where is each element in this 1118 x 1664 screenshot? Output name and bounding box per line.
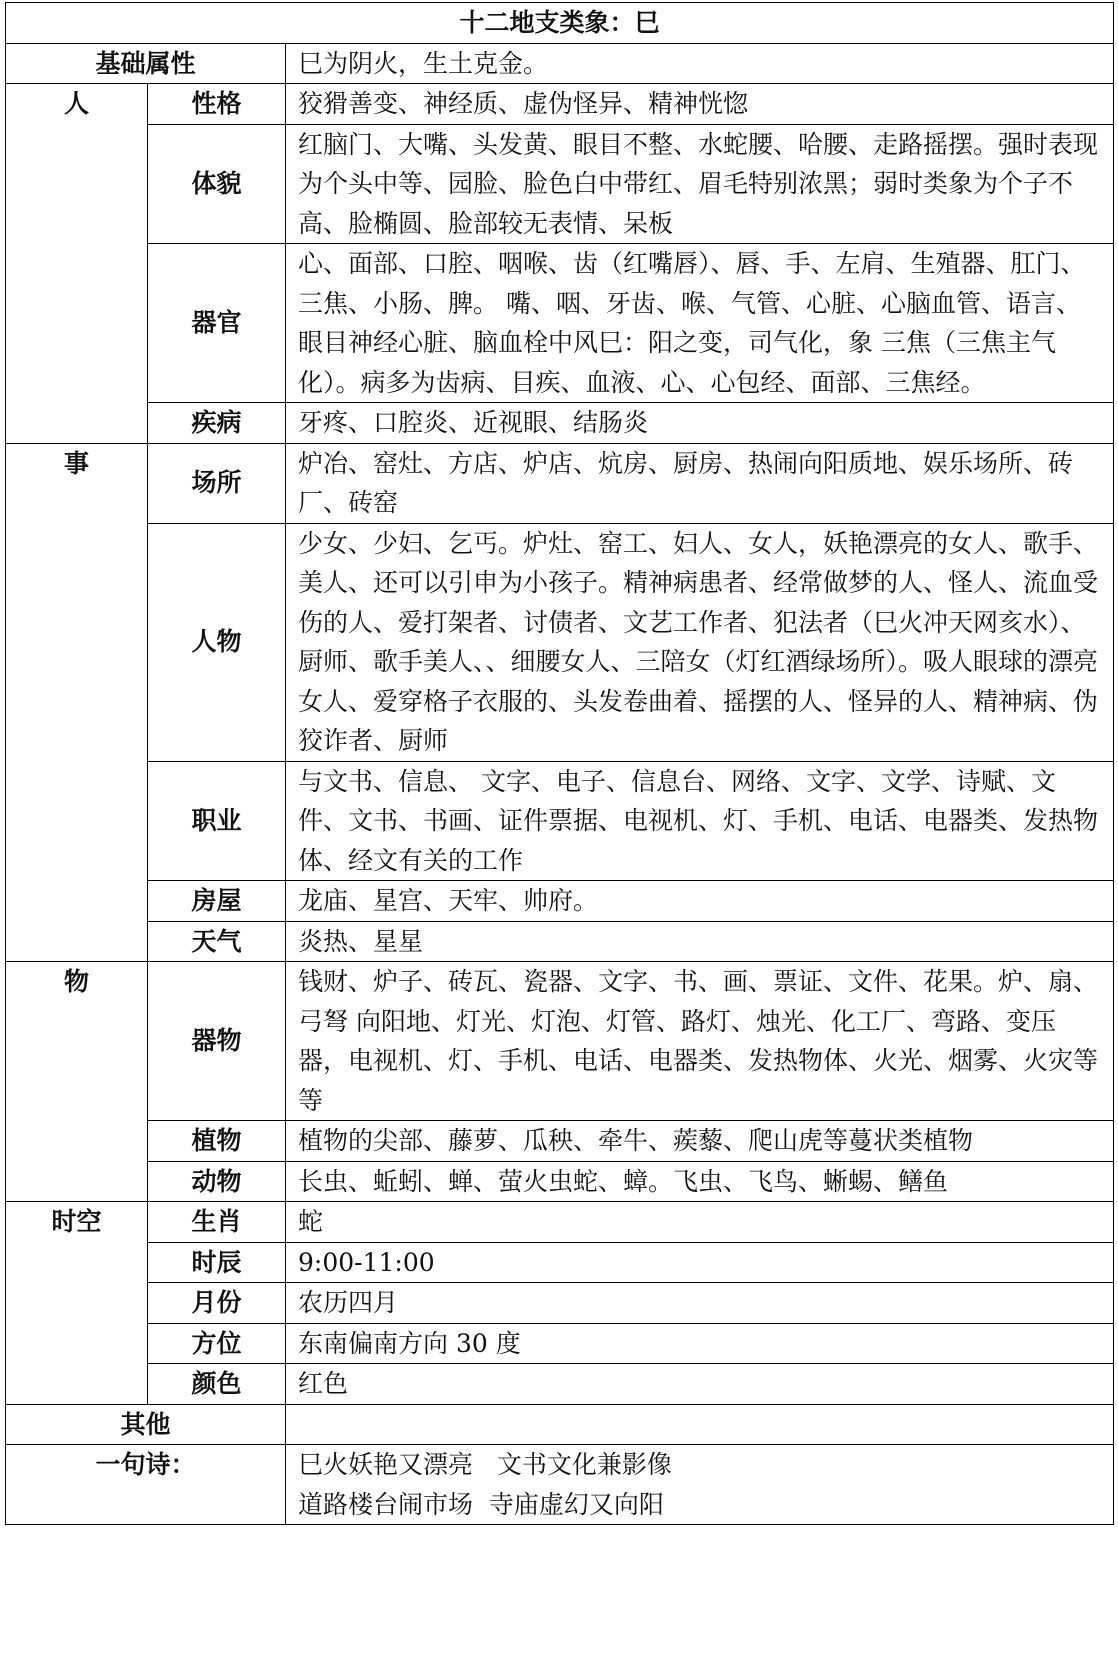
row-label: 体貌 bbox=[148, 124, 286, 244]
row-label: 房屋 bbox=[148, 881, 286, 922]
section-affairs: 事 bbox=[6, 443, 148, 962]
row-value: 心、面部、口腔、咽喉、齿（红嘴唇）、唇、手、左肩、生殖器、肛门、三焦、小肠、脾。 嘴、咽、牙齿、喉、气管、心脏、心脑血管、语言、眼目神经心脏、脑血栓中风巳：阳之变，司气化，象 三焦（三焦主气化）。病多为齿病、目疾、血液、心、心包经、面部、三焦经。 bbox=[286, 244, 1114, 403]
row-label: 时辰 bbox=[148, 1242, 286, 1283]
row-value: 炎热、星星 bbox=[286, 921, 1114, 962]
row-label: 人物 bbox=[148, 523, 286, 761]
poem-value bbox=[286, 1445, 1114, 1525]
basic-attr-label: 基础属性 bbox=[6, 43, 286, 84]
other-value bbox=[286, 1404, 1114, 1445]
row-label: 性格 bbox=[148, 84, 286, 125]
row-value: 农历四月 bbox=[286, 1283, 1114, 1324]
section-time-space: 时空 bbox=[6, 1202, 148, 1405]
poem-line-2: 道路楼台闹市场 寺庙虚幻又向阳 bbox=[298, 1489, 664, 1519]
row-value: 红色 bbox=[286, 1364, 1114, 1405]
row-value: 狡猾善变、神经质、虚伪怪异、精神恍惚 bbox=[286, 84, 1114, 125]
row-label: 月份 bbox=[148, 1283, 286, 1324]
row-label: 天气 bbox=[148, 921, 286, 962]
row-label: 器官 bbox=[148, 244, 286, 403]
row-label: 职业 bbox=[148, 761, 286, 881]
row-label: 疾病 bbox=[148, 403, 286, 444]
poem-line-1: 巳火妖艳又漂亮 文书文化兼影像 bbox=[298, 1450, 672, 1479]
row-label: 器物 bbox=[148, 962, 286, 1121]
row-value: 蛇 bbox=[286, 1202, 1114, 1243]
row-label: 场所 bbox=[148, 443, 286, 523]
row-value: 少女、少妇、乞丐。炉灶、窑工、妇人、女人，妖艳漂亮的女人、歌手、美人、还可以引申为小孩子。精神病患者、经常做梦的人、怪人、流血受伤的人、爱打架者、讨债者、文艺工作者、犯法者（巳火冲天网亥水）、厨师、歌手美人、、细腰女人、三陪女（灯红酒绿场所）。吸人眼球的漂亮女人、爱穿格子衣服的、头发卷曲着、摇摆的人、怪异的人、精神病、伪狡诈者、厨师 bbox=[286, 523, 1114, 761]
row-value: 东南偏南方向 30 度 bbox=[286, 1323, 1114, 1364]
row-value: 9:00-11:00 bbox=[286, 1242, 1114, 1283]
row-label: 方位 bbox=[148, 1323, 286, 1364]
row-label: 植物 bbox=[148, 1121, 286, 1162]
section-person: 人 bbox=[6, 84, 148, 444]
attribute-table bbox=[5, 2, 1114, 1525]
row-value: 与文书、信息、 文字、电子、信息台、网络、文字、文学、诗赋、文件、文书、书画、证件票据、电视机、灯、手机、电话、电器类、发热物体、经文有关的工作 bbox=[286, 761, 1114, 881]
row-value: 炉冶、窑灶、方店、炉店、炕房、厨房、热闹向阳质地、娱乐场所、砖厂、砖窑 bbox=[286, 443, 1114, 523]
row-value: 长虫、蚯蚓、蝉、萤火虫蛇、蟑。飞虫、飞鸟、蜥蜴、鳝鱼 bbox=[286, 1161, 1114, 1202]
row-label: 颜色 bbox=[148, 1364, 286, 1405]
row-value: 钱财、炉子、砖瓦、瓷器、文字、书、画、票证、文件、花果。炉、扇、弓弩 向阳地、灯光、灯泡、灯管、路灯、烛光、化工厂、弯路、变压器，电视机、灯、手机、电话、电器类、发热物体、火光、烟雾、火灾等等 bbox=[286, 962, 1114, 1121]
row-value: 龙庙、星宫、天牢、帅府。 bbox=[286, 881, 1114, 922]
poem-label: 一句诗： bbox=[6, 1445, 286, 1525]
other-label: 其他 bbox=[6, 1404, 286, 1445]
table-title: 十二地支类象：巳 bbox=[6, 3, 1114, 44]
row-value: 植物的尖部、藤萝、瓜秧、牵牛、蒺藜、爬山虎等蔓状类植物 bbox=[286, 1121, 1114, 1162]
row-label: 生肖 bbox=[148, 1202, 286, 1243]
section-objects: 物 bbox=[6, 962, 148, 1202]
basic-attr-value: 巳为阴火，生土克金。 bbox=[286, 43, 1114, 84]
row-label: 动物 bbox=[148, 1161, 286, 1202]
row-value: 牙疼、口腔炎、近视眼、结肠炎 bbox=[286, 403, 1114, 444]
row-value: 红脑门、大嘴、头发黄、眼目不整、水蛇腰、哈腰、走路摇摆。强时表现为个头中等、园脸、脸色白中带红、眉毛特别浓黑；弱时类象为个子不高、脸椭圆、脸部较无表情、呆板 bbox=[286, 124, 1114, 244]
